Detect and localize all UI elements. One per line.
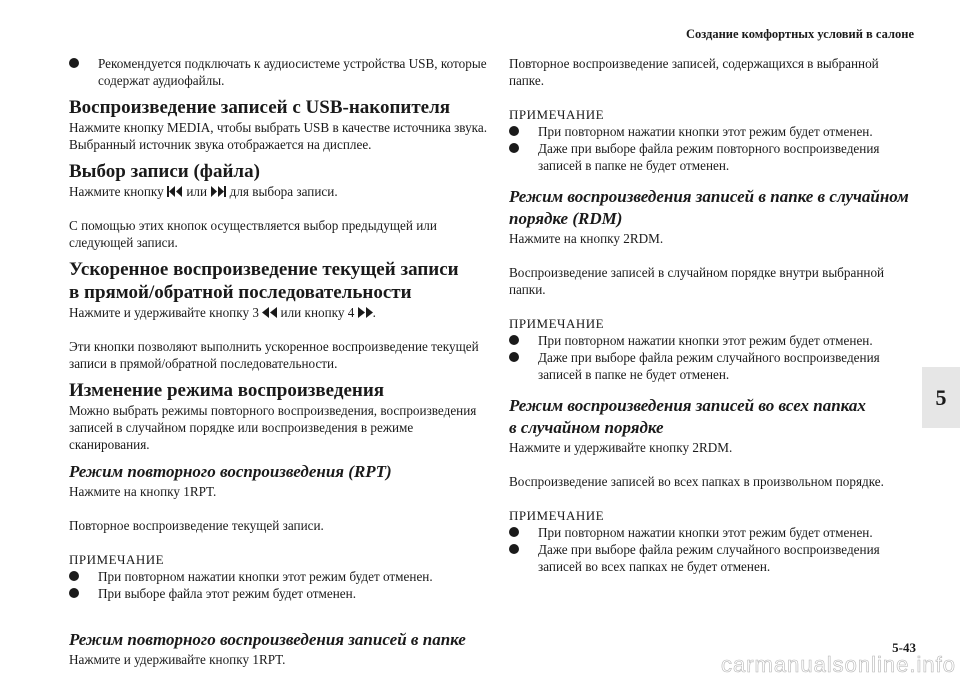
rdm-all-heading-line2: в случайном порядке [509,418,664,437]
left-column [69,55,489,668]
running-header: Создание комфортных условий в салоне [685,27,914,41]
rpt-folder-text: Нажмите и удерживайте кнопку 1RPT. [69,652,286,667]
rdm-note-heading: ПРИМЕЧАНИЕ [509,316,605,331]
select-text [69,183,489,200]
right-column [509,55,909,575]
rdm-all-note-text: При повторном нажатии кнопки этот режим будет отменен. [538,525,873,540]
ff-text-after: . [372,305,376,320]
ff-text-mid: или кнопку 4 [280,305,355,320]
ff-text [69,304,489,321]
ff-text-before: Нажмите и удерживайте кнопку 3 [69,305,259,320]
skip-back-icon [167,186,183,197]
rpt-note-item [69,585,489,602]
select-text-mid: или [186,184,208,199]
bullet-icon [509,352,519,362]
rpt-folder-heading: Режим повторного воспроизведения записей в папке [69,630,466,649]
chapter-tab: 5 [922,367,960,428]
ff-heading [69,258,489,304]
bullet-icon [69,571,79,581]
mode-text: Можно выбрать режимы повторного воспроизведения, воспроизведения записей в случайном порядке или воспроизведения в режиме сканирования. [69,403,477,452]
rdm-all-note-text: Даже при выборе файла режим случайного воспроизведения записей во всех папках не будет отменен. [538,542,880,574]
bullet-icon [509,335,519,345]
bullet-icon [69,58,79,68]
rpt-note-heading: ПРИМЕЧАНИЕ [69,552,165,567]
rpt-note-item [69,568,489,585]
bullet-icon [69,588,79,598]
rpt-note-text: При повторном нажатии кнопки этот режим будет отменен. [98,569,433,584]
rdm-heading [509,186,909,230]
rewind-icon [262,307,277,318]
rdm-note-text: Даже при выборе файла режим случайного воспроизведения записей в папке не будет отменен. [538,350,880,382]
ff-heading-line1: Ускоренное воспроизведение текущей записи [69,259,459,280]
intro-bullet-text: Рекомендуется подключать к аудиосистеме устройства USB, которые содержат аудиофайлы. [98,56,487,88]
rdm-all-text-1: Нажмите и удерживайте кнопку 2RDM. [509,440,733,455]
page-number: 5-43 [892,640,916,655]
rpt-text-1: Нажмите на кнопку 1RPT. [69,484,217,499]
rdm-note-item [509,332,909,349]
rdm-all-note-heading: ПРИМЕЧАНИЕ [509,508,605,523]
intro-bullet [69,55,489,89]
rdm-all-text-2: Воспроизведение записей во всех папках в произвольном порядке. [509,474,884,489]
rdm-text-1: Нажмите на кнопку 2RDM. [509,231,664,246]
rdm-heading-line1: Режим воспроизведения записей в папке в случайном [509,187,909,206]
rdm-all-note-item [509,524,909,541]
ff-heading-line2: в прямой/обратной последовательности [69,282,412,303]
rdm-note-item [509,349,909,383]
note-item [509,123,909,140]
fast-forward-icon [358,307,373,318]
usb-heading: Воспроизведение записей с USB-накопителя [69,97,451,118]
note-item [509,140,909,174]
select-heading: Выбор записи (файла) [69,161,260,182]
bullet-icon [509,126,519,136]
rdm-all-heading-line1: Режим воспроизведения записей во всех папках [509,396,866,415]
rpt-folder-text-cont: Повторное воспроизведение записей, содержащихся в выбранной папке. [509,56,879,88]
usb-text: Нажмите кнопку MEDIA, чтобы выбрать USB в качестве источника звука. Выбранный источник звука отображается на дисплее. [69,120,488,152]
rpt-note-text: При выборе файла этот режим будет отменен. [98,586,357,601]
note-text: Даже при выборе файла режим повторного воспроизведения записей в папке не будет отменен. [538,141,880,173]
rdm-note-text: При повторном нажатии кнопки этот режим будет отменен. [538,333,873,348]
select-text-after: для выбора записи. [229,184,338,199]
skip-forward-icon [210,186,226,197]
note-text: При повторном нажатии кнопки этот режим будет отменен. [538,124,873,139]
bullet-icon [509,527,519,537]
rpt-text-2: Повторное воспроизведение текущей записи. [69,518,324,533]
select-text-before: Нажмите кнопку [69,184,164,199]
select-text-2: С помощью этих кнопок осуществляется выбор предыдущей или следующей записи. [69,218,437,250]
rdm-heading-line2: порядке (RDM) [509,209,623,228]
watermark: carmanualsonline.info [720,652,956,677]
note-heading: ПРИМЕЧАНИЕ [509,107,605,122]
bullet-icon [509,143,519,153]
rdm-all-heading [509,395,909,439]
bullet-icon [509,544,519,554]
rdm-text-2: Воспроизведение записей в случайном порядке внутри выбранной папки. [509,265,885,297]
ff-text-2: Эти кнопки позволяют выполнить ускоренное воспроизведение текущей записи в прямой/обратной последовательности. [69,339,479,371]
mode-heading: Изменение режима воспроизведения [69,380,385,401]
rdm-all-note-item [509,541,909,575]
rpt-heading: Режим повторного воспроизведения (RPT) [69,462,392,481]
